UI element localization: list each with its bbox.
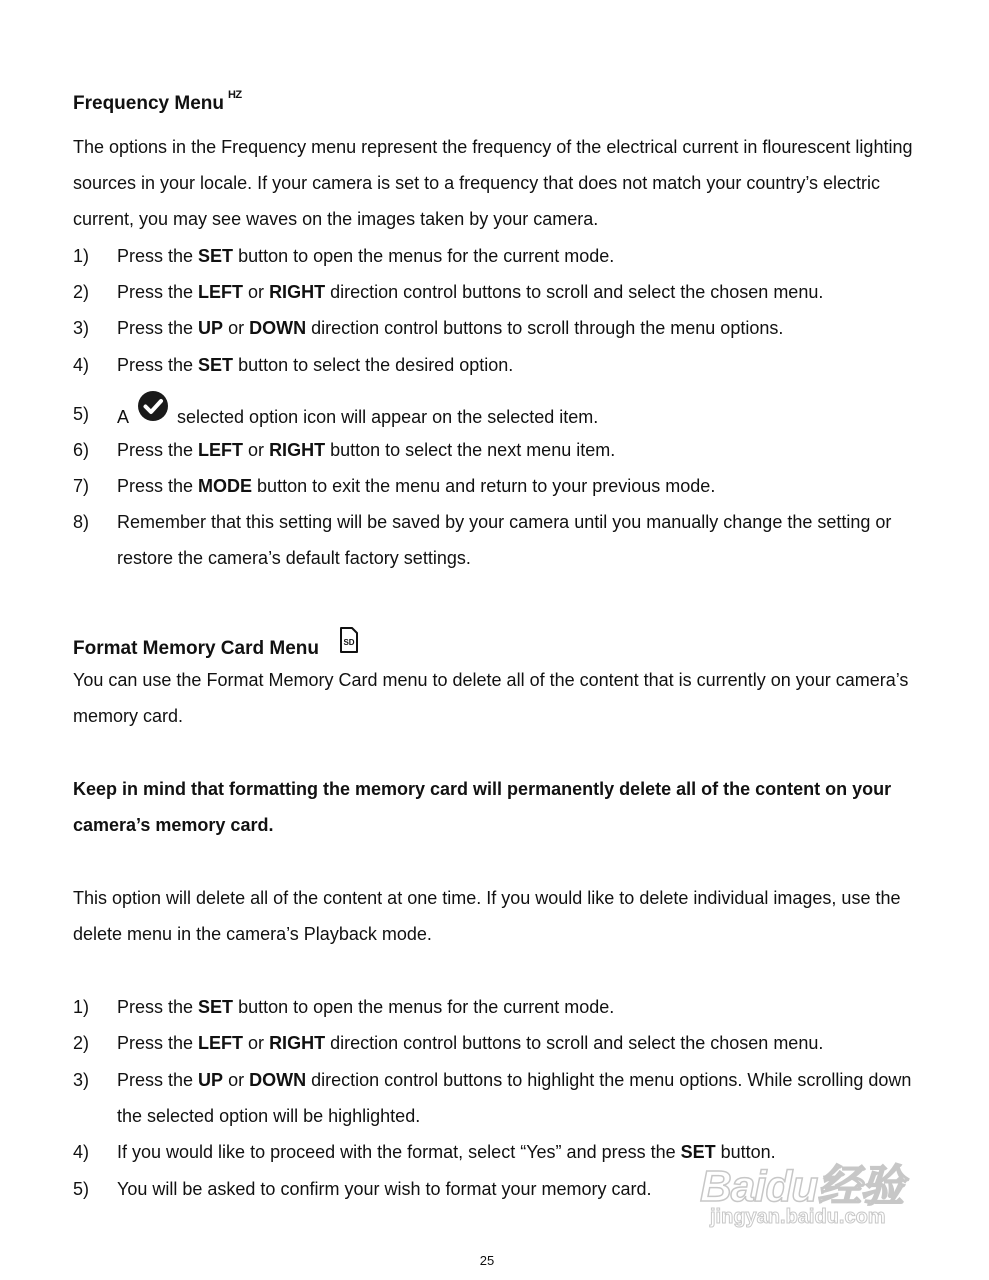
frequency-step-3: 3) Press the UP or DOWN direction control buttons to scroll through the menu options. bbox=[73, 318, 784, 338]
frequency-menu-title: Frequency Menu bbox=[73, 93, 224, 114]
format-step-1: 1) Press the SET button to open the menus for the current mode. bbox=[73, 997, 615, 1017]
frequency-step-7: 7) Press the MODE button to exit the menu and return to your previous mode. bbox=[73, 476, 716, 496]
format-intro: You can use the Format Memory Card menu to delete all of the content that is currently on your camera’s memory card. bbox=[73, 670, 909, 726]
format-menu-heading bbox=[73, 633, 359, 665]
frequency-menu-heading bbox=[73, 89, 242, 115]
frequency-step-6: 6) Press the LEFT or RIGHT button to select the next menu item. bbox=[73, 440, 616, 460]
svg-text:SD: SD bbox=[343, 638, 355, 647]
page-number: 25 bbox=[479, 1253, 495, 1268]
format-step-3: 3) Press the UP or DOWN direction control buttons to highlight the menu options. While scrolling down the selected option will be highlighted. bbox=[73, 1070, 912, 1126]
frequency-step-8: 8) Remember that this setting will be saved by your camera until you manually change the setting or restore the camera’s default factory settings. bbox=[73, 512, 892, 568]
frequency-intro: The options in the Frequency menu represent the frequency of the electrical current in flourescent lighting sources in your locale. If your camera is set to a frequency that does not match your country’s electric current, you may see waves on the images taken by your camera. bbox=[73, 137, 913, 229]
frequency-step-4: 4) Press the SET button to select the desired option. bbox=[73, 355, 514, 375]
check-icon bbox=[137, 390, 169, 434]
frequency-step-2: 2) Press the LEFT or RIGHT direction control buttons to scroll and select the chosen menu. bbox=[73, 282, 824, 302]
frequency-step-1: 1) Press the SET button to open the menus for the current mode. bbox=[73, 246, 615, 266]
frequency-step-5: 5) A selected option icon will appear on the selected item. bbox=[73, 396, 913, 440]
sd-card-icon bbox=[339, 627, 359, 659]
format-step-4: 4) If you would like to proceed with the format, select “Yes” and press the SET button. bbox=[73, 1142, 776, 1162]
format-note: This option will delete all of the content at one time. If you would like to delete individual images, use the delete menu in the camera’s Playback mode. bbox=[73, 888, 901, 944]
format-step-5: 5) You will be asked to confirm your wish to format your memory card. bbox=[73, 1179, 652, 1199]
format-menu-title: Format Memory Card Menu bbox=[73, 638, 319, 660]
hz-icon: HZ bbox=[227, 89, 242, 101]
baidu-watermark: Baidu经验 jingyan.baidu.com bbox=[700, 1162, 904, 1228]
format-warning: Keep in mind that formatting the memory card will permanently delete all of the content on your camera’s memory card. bbox=[73, 779, 892, 835]
format-step-2: 2) Press the LEFT or RIGHT direction control buttons to scroll and select the chosen menu. bbox=[73, 1033, 824, 1053]
